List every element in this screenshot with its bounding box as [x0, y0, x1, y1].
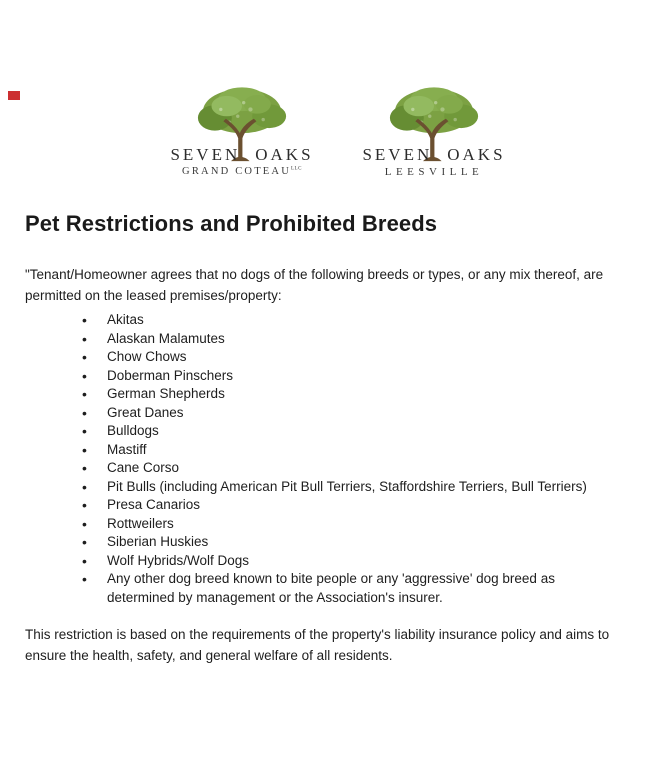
breed-name: • Cane Corso [107, 460, 180, 475]
breed-name: • Siberian Huskies [107, 534, 209, 549]
breed-name: • Doberman Pinschers [107, 367, 234, 383]
closing-paragraph: This restriction is based on the requirements of the property's liability insurance policy and aims to ensure the health, safety, and general welfare of all residents. [25, 627, 610, 663]
intro-paragraph: "Tenant/Homeowner agrees that no dogs of the following breeds or types, or any mix thereof, are permitted on the leased premises/property: [25, 267, 604, 303]
logos-row [26, 84, 650, 178]
red-marker-icon [8, 91, 20, 100]
logo-wordmark [362, 145, 505, 165]
logo-word-left: SEVEN [362, 145, 433, 164]
logo-word-left: SEVEN [170, 145, 241, 164]
logo-word-right: OAKS [255, 145, 314, 164]
breed-name: • Chow Chows [107, 349, 187, 364]
list-item [82, 459, 600, 478]
list-item [82, 533, 600, 552]
logo-subtitle [182, 166, 302, 177]
logo-subtitle-sup: LLC [291, 166, 302, 172]
breed-name: • Pit Bulls (including American Pit Bull Terriers, Staffordshire Terriers, Bull Terriers) [107, 478, 587, 494]
breed-name: • Rottweilers [107, 515, 174, 531]
logo-subtitle [385, 166, 484, 178]
logo-seven-oaks-leesville [346, 84, 522, 178]
logo-subtitle-text: LEESVILLE [384, 166, 484, 178]
list-item [82, 311, 600, 330]
list-item [82, 552, 600, 571]
breed-name: • Wolf Hybrids/Wolf Dogs [107, 552, 250, 568]
list-item [82, 441, 600, 460]
breed-name: • Any other dog breed known to bite people or any 'aggressive' dog breed as determined by management or the Association's insurer. [107, 571, 555, 605]
list-item [82, 515, 600, 534]
document-body [0, 211, 650, 666]
document-page [0, 84, 650, 772]
logo-word-right: OAKS [447, 145, 506, 164]
breed-name: • Great Danes [107, 404, 184, 420]
page-title: Pet Restrictions and Prohibited Breeds [25, 211, 438, 236]
list-item [82, 404, 600, 423]
breed-name: • Presa Canarios [107, 497, 201, 512]
breed-name: • Mastiff [107, 441, 147, 457]
logo-subtitle-text: GRAND COTEAU [182, 166, 291, 177]
list-item [82, 422, 600, 441]
breed-name: • German Shepherds [107, 386, 225, 401]
list-item [82, 348, 600, 367]
list-item [82, 330, 600, 349]
logo-seven-oaks-grand-coteau [154, 84, 330, 177]
breed-name: • Akitas [107, 312, 144, 327]
prohibited-breeds-list [25, 311, 640, 607]
list-item [82, 367, 600, 386]
list-item [82, 478, 600, 497]
logo-wordmark [170, 145, 313, 165]
breed-name: • Bulldogs [107, 423, 159, 438]
list-item [82, 385, 600, 404]
list-item [82, 570, 600, 607]
list-item [82, 496, 600, 515]
breed-name: • Alaskan Malamutes [107, 330, 225, 346]
